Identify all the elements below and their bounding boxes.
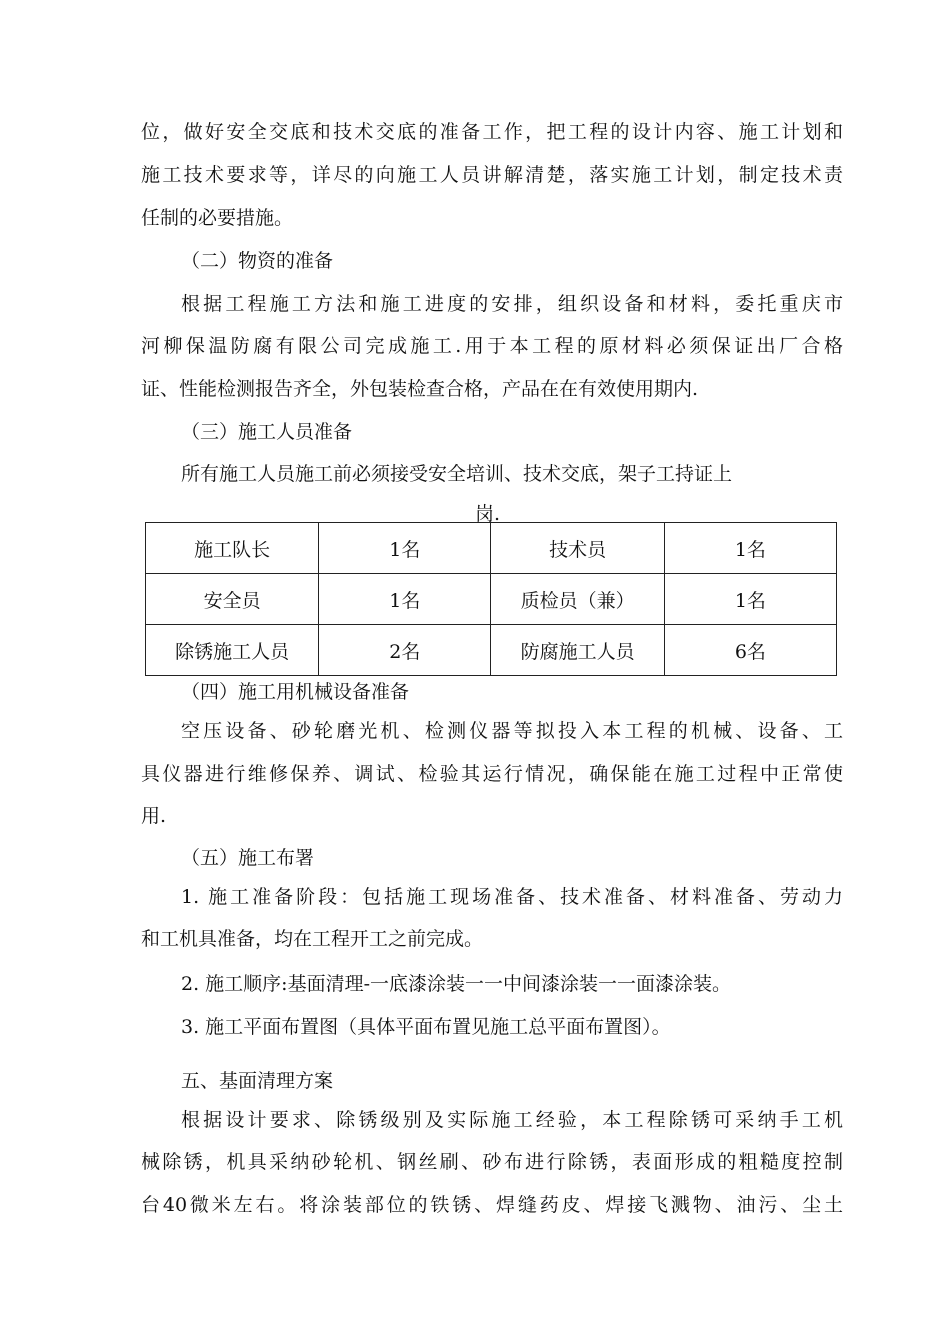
text-line: 台40微米左右。将涂装部位的铁锈、焊缝药皮、焊接飞溅物、油污、尘土 xyxy=(141,1194,843,1216)
section-heading: （三）施工人员准备 xyxy=(181,421,353,443)
paragraph-line xyxy=(141,762,843,786)
section-heading: （五）施工布署 xyxy=(181,847,315,869)
text-line: 1. 施工准备阶段：包括施工现场准备、技术准备、材料准备、劳动力 xyxy=(181,886,843,908)
text-line: 和工机具准备，均在工程开工之前完成。 xyxy=(141,928,484,950)
paragraph-line xyxy=(181,719,843,743)
paragraph-line xyxy=(141,1150,843,1174)
text-line: 具仪器进行维修保养、调试、检验其运行情况，确保能在施工过程中正常使 xyxy=(141,763,843,785)
paragraph-line xyxy=(141,334,843,358)
section-heading: 五、基面清理方案 xyxy=(181,1070,334,1092)
table-cell: 除锈施工人员 xyxy=(146,625,319,676)
text-line: 施工技术要求等，详尽的向施工人员讲解清楚，落实施工计划，制定技术责 xyxy=(141,164,843,186)
text-line: 任制的必要措施。 xyxy=(141,207,294,229)
section-heading: （二）物资的准备 xyxy=(181,250,334,272)
paragraph-line xyxy=(141,120,843,144)
table-row xyxy=(146,625,837,676)
table-cell: 安全员 xyxy=(146,574,319,625)
list-item: 2. 施工顺序:基面清理-一底漆涂装一一中间漆涂装一一面漆涂装。 xyxy=(181,973,731,995)
text-line: 空压设备、砂轮磨光机、检测仪器等拟投入本工程的机械、设备、工 xyxy=(181,720,843,742)
text-line: 证、性能检测报告齐全，外包装检查合格，产品在在有效使用期内. xyxy=(141,378,699,400)
table-cell: 1名 xyxy=(319,523,491,574)
text-line: 河柳保温防腐有限公司完成施工.用于本工程的原材料必须保证出厂合格 xyxy=(141,335,843,357)
paragraph-line xyxy=(181,292,843,316)
table-row xyxy=(146,523,837,574)
table-cell: 施工队长 xyxy=(146,523,319,574)
table-cell: 1名 xyxy=(664,523,836,574)
table-row xyxy=(146,574,837,625)
list-item: 3. 施工平面布置图（具体平面布置见施工总平面布置图）。 xyxy=(181,1016,671,1038)
text-line: 岗. xyxy=(475,503,501,525)
table-cell: 技术员 xyxy=(491,523,664,574)
table-cell: 质检员（兼） xyxy=(491,574,664,625)
staff-table xyxy=(145,522,837,676)
paragraph-line xyxy=(141,163,843,187)
table-cell: 1名 xyxy=(319,574,491,625)
table-cell: 防腐施工人员 xyxy=(491,625,664,676)
table-cell: 6名 xyxy=(664,625,836,676)
table-cell: 2名 xyxy=(319,625,491,676)
text-line: 根据工程施工方法和施工进度的安排，组织设备和材料，委托重庆市 xyxy=(181,293,843,315)
list-item-line xyxy=(181,885,843,909)
table-cell: 1名 xyxy=(664,574,836,625)
text-line: 械除锈，机具采纳砂轮机、钢丝刷、砂布进行除锈，表面形成的粗糙度控制 xyxy=(141,1151,843,1173)
text-line: 根据设计要求、除锈级别及实际施工经验，本工程除锈可采纳手工机 xyxy=(181,1109,843,1131)
text-line: 用. xyxy=(141,805,167,827)
text-line: 位，做好安全交底和技术交底的准备工作，把工程的设计内容、施工计划和 xyxy=(141,121,843,143)
paragraph-line xyxy=(141,1193,843,1217)
section-heading: （四）施工用机械设备准备 xyxy=(181,681,410,703)
paragraph-line xyxy=(181,1108,843,1132)
text-line: 所有施工人员施工前必须接受安全培训、技术交底，架子工持证上 xyxy=(181,463,733,485)
